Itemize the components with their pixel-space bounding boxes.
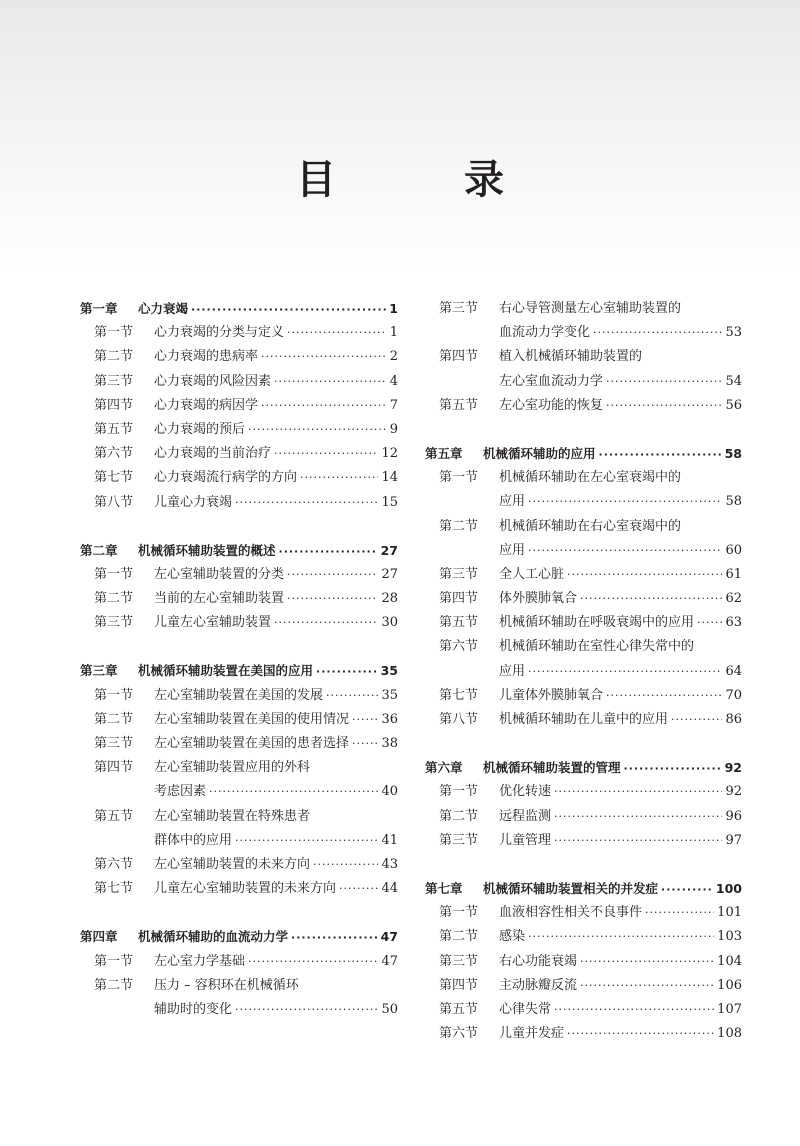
toc-section-row[interactable] (80, 877, 398, 901)
page-number: 7 (389, 397, 398, 413)
dot-leader (261, 345, 387, 369)
toc-section-row[interactable] (80, 805, 398, 829)
section-number: 第八节 (94, 494, 134, 510)
dot-leader (606, 370, 722, 394)
page-number: 40 (381, 784, 398, 800)
page-number: 63 (725, 615, 742, 631)
dot-leader (554, 780, 722, 804)
page-number: 14 (381, 470, 398, 486)
section-number: 第二节 (94, 591, 134, 607)
page-number: 47 (380, 929, 398, 945)
toc-left-column (80, 297, 398, 1046)
section-title: 机械循环辅助在左心室衰竭中的 (499, 470, 682, 486)
section-number: 第五节 (439, 397, 479, 413)
section-number: 第二节 (94, 349, 134, 365)
dot-leader (279, 540, 378, 564)
section-title: 全人工心脏 (499, 566, 565, 582)
toc-section-row[interactable] (80, 563, 398, 587)
dot-leader (528, 660, 722, 684)
dot-leader (599, 443, 722, 467)
toc-section-row[interactable] (80, 829, 398, 853)
toc-chapter-block (425, 297, 742, 418)
toc-section-row[interactable] (425, 805, 742, 829)
page-number: 61 (725, 566, 742, 582)
section-number: 第四节 (439, 591, 479, 607)
section-number: 第六节 (439, 639, 479, 655)
toc-section-row[interactable] (80, 587, 398, 611)
page-number: 43 (381, 856, 398, 872)
page-number: 54 (725, 373, 742, 389)
chapter-number: 第三章 (80, 663, 118, 679)
dot-leader (209, 780, 378, 804)
section-number: 第三节 (439, 832, 479, 848)
toc-chapter-row[interactable] (80, 659, 398, 683)
page-number: 86 (725, 712, 742, 727)
page-number: 30 (381, 615, 398, 631)
page-number: 41 (381, 832, 398, 848)
dot-leader (352, 732, 378, 756)
toc-chapter-block (425, 442, 742, 732)
section-number: 第四节 (94, 397, 134, 413)
page-number: 9 (389, 421, 398, 437)
dot-leader (528, 539, 722, 563)
section-number: 第七节 (94, 470, 134, 486)
section-number: 第三节 (94, 736, 134, 751)
toc-chapter-row[interactable] (425, 756, 742, 780)
section-title: 考虑因素 (154, 784, 207, 800)
toc-section-row[interactable] (80, 370, 398, 394)
dot-leader (567, 1022, 714, 1046)
toc-section-row[interactable] (425, 950, 742, 974)
dot-leader (300, 466, 378, 490)
chapter-title: 机械循环辅助装置的概述 (138, 542, 276, 558)
chapter-number: 第四章 (80, 929, 118, 945)
toc-section-row[interactable] (425, 611, 742, 635)
toc-section-row[interactable] (80, 345, 398, 369)
toc-section-row[interactable] (80, 321, 398, 345)
section-title: 心力衰竭的患病率 (154, 349, 259, 365)
dot-leader (352, 708, 378, 732)
section-title: 左心室辅助装置在特殊患者 (154, 808, 311, 824)
toc-section-row[interactable] (80, 974, 398, 998)
toc-section-row[interactable] (425, 1022, 742, 1046)
page-number: 70 (725, 687, 742, 703)
section-title: 应用 (499, 494, 526, 510)
page-number: 53 (725, 325, 742, 341)
toc-section-row[interactable] (80, 491, 398, 515)
page-number: 2 (389, 349, 398, 365)
toc-section-row[interactable] (425, 370, 742, 394)
dot-leader (580, 974, 714, 998)
dot-leader (593, 321, 722, 345)
toc-chapter-block (80, 925, 398, 1022)
page-number: 64 (725, 663, 742, 679)
page-number: 62 (725, 591, 742, 607)
section-title: 机械循环辅助在呼吸衰竭中的应用 (499, 615, 695, 631)
toc-section-row[interactable] (80, 756, 398, 780)
section-number: 第四节 (94, 760, 134, 776)
section-title: 心力衰竭流行病学的方向 (154, 470, 298, 486)
dot-leader (580, 587, 722, 611)
dot-leader (661, 878, 713, 902)
toc-chapter-block (425, 756, 742, 853)
page-number: 35 (381, 687, 398, 703)
page-number: 101 (717, 905, 742, 921)
dot-leader (261, 394, 387, 418)
toc-section-row[interactable] (425, 490, 742, 514)
section-title: 右心导管测量左心室辅助装置的 (499, 301, 682, 316)
page-number: 60 (725, 542, 742, 558)
section-number: 第二节 (439, 808, 479, 824)
dot-leader (528, 925, 714, 949)
dot-leader (606, 394, 722, 418)
page-number: 1 (389, 325, 398, 341)
section-title: 左心室功能的恢复 (499, 397, 604, 413)
section-number: 第三节 (94, 615, 134, 631)
section-number: 第五节 (94, 808, 134, 824)
section-number: 第一节 (94, 566, 134, 582)
section-title: 机械循环辅助在室性心律失常中的 (499, 639, 695, 655)
section-title: 辅助时的变化 (154, 1001, 233, 1017)
section-title: 右心功能衰竭 (499, 953, 578, 969)
chapter-number: 第六章 (425, 760, 463, 776)
section-title: 心力衰竭的病因学 (154, 397, 259, 413)
section-title: 当前的左心室辅助装置 (154, 591, 285, 607)
page-number: 103 (717, 929, 742, 945)
toc-section-row[interactable] (80, 442, 398, 466)
toc-section-row[interactable] (425, 925, 742, 949)
section-title: 植入机械循环辅助装置的 (499, 349, 643, 365)
dot-leader (274, 442, 378, 466)
page-number: 44 (381, 881, 398, 897)
dot-leader (326, 684, 378, 708)
section-title: 主动脉瓣反流 (499, 977, 578, 993)
toc-chapter-block (80, 659, 398, 901)
section-number: 第四节 (439, 977, 479, 993)
header-band (0, 0, 800, 270)
page-number: 15 (381, 494, 398, 510)
page-number: 108 (717, 1026, 742, 1042)
page-number: 36 (381, 711, 398, 727)
section-number: 第二节 (439, 929, 479, 945)
toc-section-row[interactable] (425, 635, 742, 659)
section-number: 第二节 (94, 711, 134, 727)
section-number: 第五节 (439, 615, 479, 631)
dot-leader (645, 901, 714, 925)
dot-leader (313, 853, 378, 877)
section-title: 左心室辅助装置在美国的发展 (154, 687, 324, 703)
dot-leader (235, 998, 378, 1022)
toc-section-row[interactable] (425, 780, 742, 804)
toc-section-row[interactable] (80, 684, 398, 708)
chapter-number: 第一章 (80, 301, 118, 316)
toc-chapter-block (80, 539, 398, 636)
dot-leader (287, 563, 378, 587)
page-number: 27 (381, 566, 398, 582)
chapter-title: 机械循环辅助装置在美国的应用 (138, 663, 314, 679)
section-title: 儿童左心室辅助装置的未来方向 (154, 881, 337, 897)
section-title: 应用 (499, 542, 526, 558)
page-number: 4 (389, 373, 398, 389)
toc-section-row[interactable] (425, 829, 742, 853)
toc-section-row[interactable] (425, 974, 742, 998)
dot-leader (580, 950, 714, 974)
toc-right-column (425, 297, 742, 1070)
toc-section-row[interactable] (425, 466, 742, 490)
section-number: 第二节 (94, 977, 134, 993)
page-number: 97 (725, 832, 742, 848)
toc-section-row[interactable] (80, 418, 398, 442)
toc-section-row[interactable] (425, 345, 742, 369)
page-number: 28 (381, 591, 398, 607)
toc-chapter-row[interactable] (80, 925, 398, 949)
page-number: 107 (717, 1001, 742, 1017)
section-number: 第七节 (94, 881, 134, 897)
section-title: 机械循环辅助在儿童中的应用 (499, 712, 669, 727)
page-number: 47 (381, 953, 398, 969)
dot-leader (671, 708, 722, 732)
toc-section-row[interactable] (80, 611, 398, 635)
toc-section-row[interactable] (80, 394, 398, 418)
section-number: 第一节 (94, 953, 134, 969)
toc-section-row[interactable] (80, 708, 398, 732)
section-title: 心律失常 (499, 1001, 552, 1017)
section-title: 应用 (499, 663, 526, 679)
section-number: 第一节 (439, 905, 479, 921)
section-title: 优化转速 (499, 784, 552, 800)
section-number: 第一节 (94, 687, 134, 703)
section-number: 第七节 (439, 687, 479, 703)
dot-leader (697, 611, 722, 635)
section-title: 心力衰竭的风险因素 (154, 373, 272, 389)
toc-chapter-row[interactable] (80, 539, 398, 563)
dot-leader (624, 757, 722, 781)
toc-chapter-row[interactable] (425, 442, 742, 466)
section-number: 第六节 (94, 446, 134, 462)
section-number: 第三节 (439, 953, 479, 969)
section-title: 儿童心力衰竭 (154, 494, 233, 510)
section-number: 第一节 (439, 470, 479, 486)
toc-section-row[interactable] (425, 394, 742, 418)
page-title: 目 录 (296, 157, 548, 203)
dot-leader (248, 950, 378, 974)
dot-leader (567, 563, 722, 587)
toc-section-row[interactable] (425, 515, 742, 539)
section-title: 群体中的应用 (154, 832, 233, 848)
chapter-title: 机械循环辅助装置的管理 (483, 760, 621, 776)
section-number: 第八节 (439, 712, 479, 727)
toc-section-row[interactable] (80, 998, 398, 1022)
toc-section-row[interactable] (80, 466, 398, 490)
section-title: 儿童左心室辅助装置 (154, 615, 272, 631)
page-number: 104 (717, 953, 742, 969)
section-number: 第三节 (439, 566, 479, 582)
page-number: 38 (381, 736, 398, 751)
section-number: 第六节 (94, 856, 134, 872)
section-title: 心力衰竭的当前治疗 (154, 446, 272, 462)
chapter-title: 机械循环辅助的应用 (483, 445, 596, 461)
chapter-title: 心力衰竭 (138, 301, 189, 316)
toc-chapter-block (80, 297, 398, 515)
section-title: 体外膜肺氧合 (499, 591, 578, 607)
section-title: 压力 – 容积环在机械循环 (154, 977, 299, 993)
dot-leader (554, 829, 722, 853)
chapter-title: 机械循环辅助装置相关的并发症 (483, 880, 659, 896)
dot-leader (528, 490, 722, 514)
toc-section-row[interactable] (425, 660, 742, 684)
page-number: 12 (381, 446, 398, 462)
toc-section-row[interactable] (80, 780, 398, 804)
section-title: 感染 (499, 929, 526, 945)
toc-section-row[interactable] (425, 539, 742, 563)
section-title: 远程监测 (499, 808, 552, 824)
section-number: 第一节 (94, 325, 134, 341)
section-number: 第五节 (94, 421, 134, 437)
section-title: 左心室血流动力学 (499, 373, 604, 389)
section-title: 儿童体外膜肺氧合 (499, 687, 604, 703)
dot-leader (235, 829, 378, 853)
section-title: 血流动力学变化 (499, 325, 591, 341)
dot-leader (274, 611, 378, 635)
section-number: 第二节 (439, 518, 479, 534)
section-number: 第三节 (94, 373, 134, 389)
page-number: 92 (725, 784, 742, 800)
dot-leader (287, 587, 378, 611)
section-title: 左心室辅助装置在美国的使用情况 (154, 711, 350, 727)
dot-leader (554, 998, 714, 1022)
section-title: 儿童管理 (499, 832, 552, 848)
section-title: 心力衰竭的分类与定义 (154, 325, 285, 341)
section-number: 第六节 (439, 1026, 479, 1042)
page-number: 106 (717, 977, 742, 993)
section-number: 第四节 (439, 349, 479, 365)
toc-section-row[interactable] (425, 563, 742, 587)
page-number: 96 (725, 808, 742, 824)
toc-section-row[interactable] (425, 587, 742, 611)
dot-leader (191, 298, 386, 322)
toc-section-row[interactable] (425, 684, 742, 708)
page-number: 58 (724, 445, 742, 461)
section-title: 左心室力学基础 (154, 953, 246, 969)
toc-section-row[interactable] (425, 321, 742, 345)
toc-section-row[interactable] (425, 901, 742, 925)
section-title: 儿童并发症 (499, 1026, 565, 1042)
chapter-number: 第七章 (425, 880, 463, 896)
section-number: 第五节 (439, 1001, 479, 1017)
section-title: 左心室辅助装置的分类 (154, 566, 285, 582)
chapter-number: 第五章 (425, 445, 463, 461)
toc-section-row[interactable] (80, 732, 398, 756)
dot-leader (554, 805, 722, 829)
section-title: 左心室辅助装置应用的外科 (154, 760, 311, 776)
dot-leader (274, 370, 387, 394)
page-number: 27 (380, 542, 398, 558)
toc-section-row[interactable] (80, 853, 398, 877)
dot-leader (287, 321, 387, 345)
toc-section-row[interactable] (425, 297, 742, 321)
section-title: 心力衰竭的预后 (154, 421, 246, 437)
dot-leader (316, 660, 378, 684)
toc-chapter-block (425, 877, 742, 1046)
section-title: 左心室辅助装置在美国的患者选择 (154, 736, 350, 751)
toc-section-row[interactable] (80, 950, 398, 974)
section-title: 左心室辅助装置的未来方向 (154, 856, 311, 872)
dot-leader (291, 926, 378, 950)
page-number: 1 (389, 301, 398, 316)
dot-leader (248, 418, 387, 442)
toc-section-row[interactable] (425, 998, 742, 1022)
page-number: 92 (724, 760, 742, 776)
page-number: 50 (381, 1001, 398, 1017)
chapter-title: 机械循环辅助的血流动力学 (138, 929, 289, 945)
dot-leader (235, 491, 378, 515)
toc-chapter-row[interactable] (425, 877, 742, 901)
page-number: 56 (725, 397, 742, 413)
section-title: 机械循环辅助在右心室衰竭中的 (499, 518, 682, 534)
toc-section-row[interactable] (425, 708, 742, 732)
section-number: 第一节 (439, 784, 479, 800)
page-number: 58 (725, 494, 742, 510)
toc-chapter-row[interactable] (80, 297, 398, 321)
section-number: 第三节 (439, 301, 479, 316)
dot-leader (339, 877, 378, 901)
chapter-number: 第二章 (80, 542, 118, 558)
page-number: 35 (380, 663, 398, 679)
page-number: 100 (715, 880, 742, 896)
section-title: 血液相容性相关不良事件 (499, 905, 643, 921)
dot-leader (606, 684, 722, 708)
